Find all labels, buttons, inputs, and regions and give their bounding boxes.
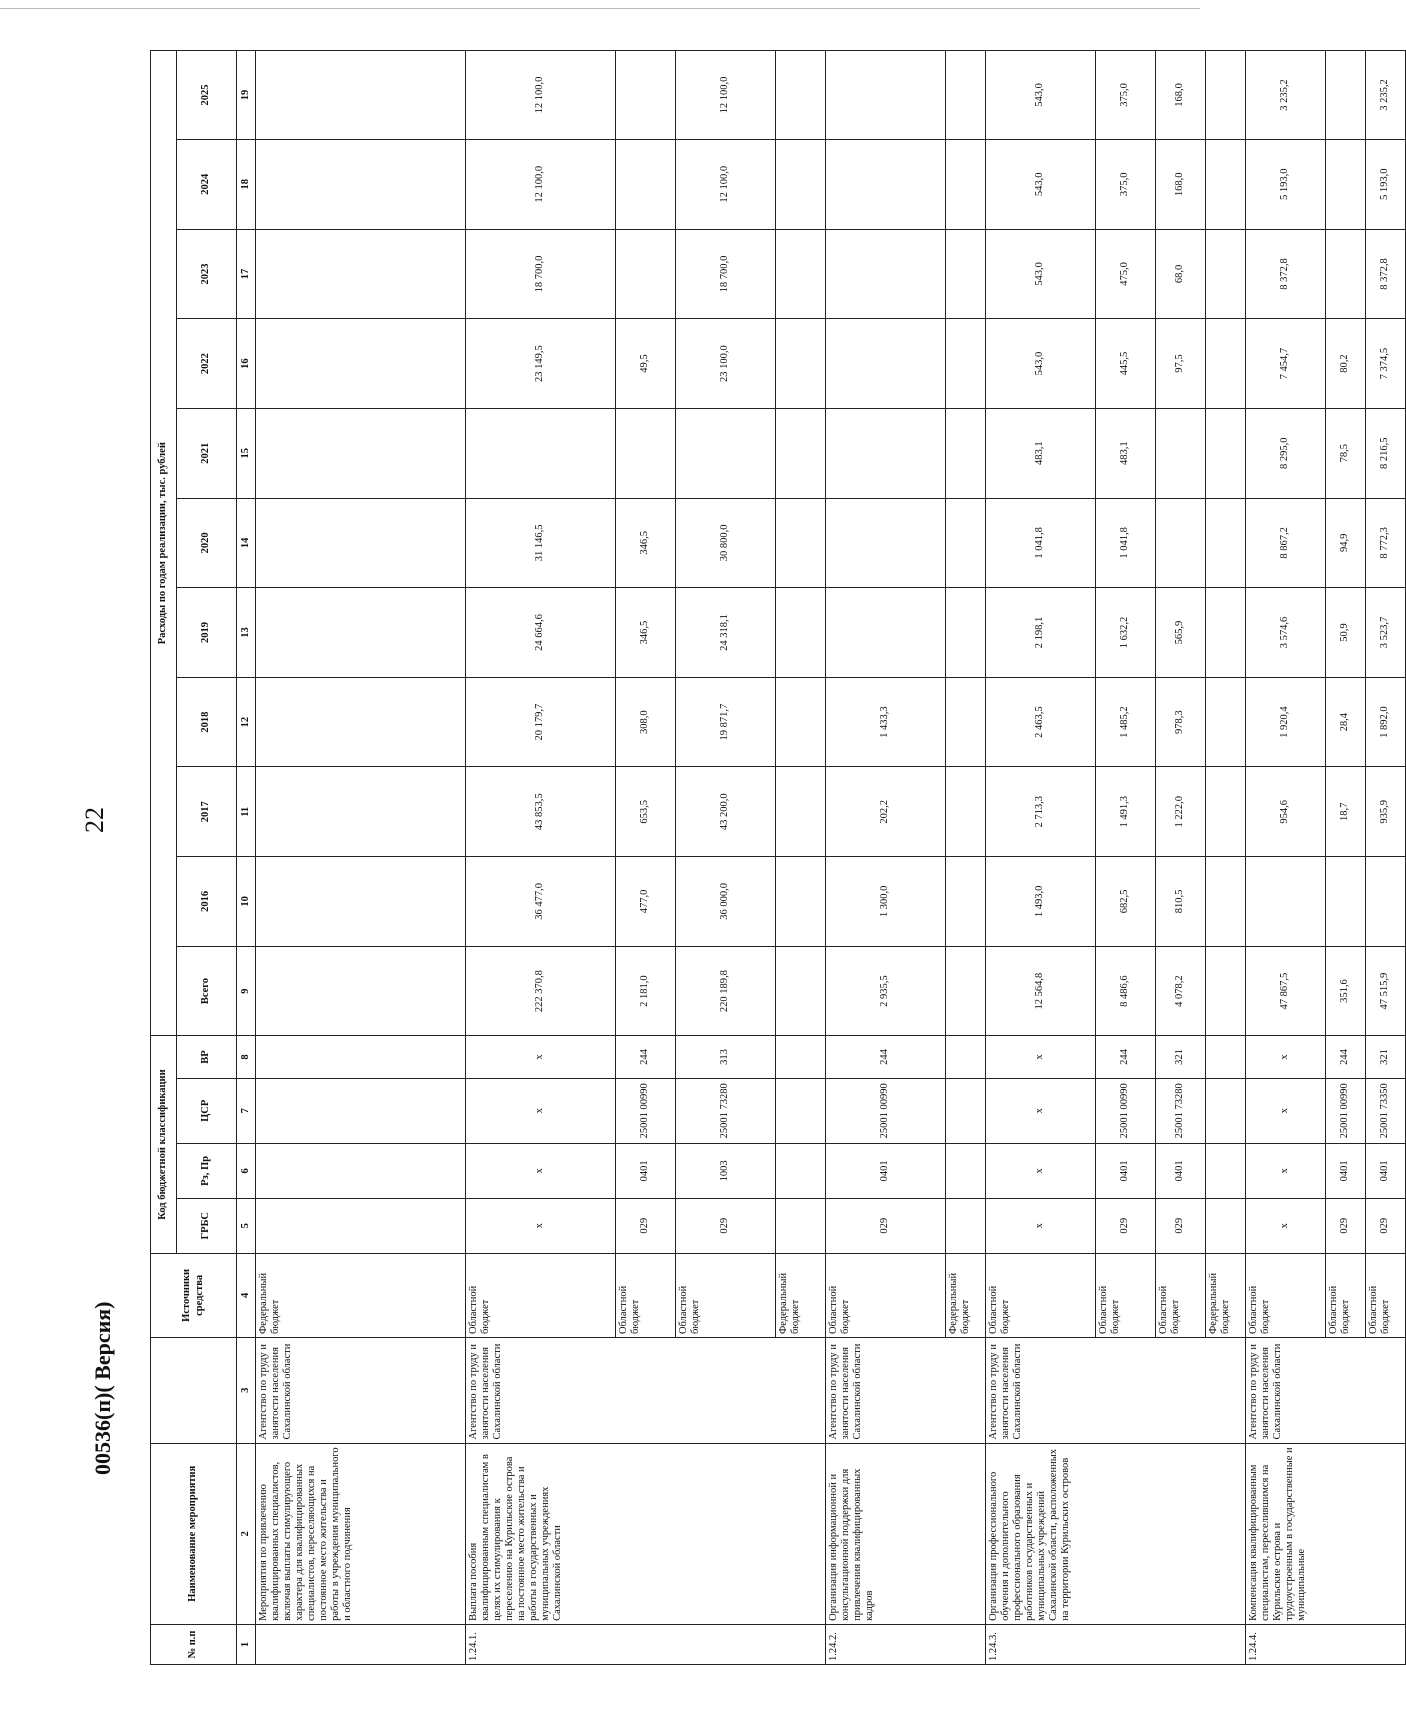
csr-cell: 25001 73280: [1156, 1078, 1206, 1143]
year-value-cell: [946, 767, 986, 857]
year-value-cell: [826, 588, 946, 678]
year-value-cell: [776, 767, 826, 857]
year-value-cell: 5 193,0: [1366, 139, 1406, 229]
year-value-cell: 24 318,1: [676, 588, 776, 678]
year-value-cell: 1 491,3: [1096, 767, 1156, 857]
csr-cell: 25001 00990: [1096, 1078, 1156, 1143]
column-number: 3: [237, 1338, 256, 1443]
csr-cell: [776, 1078, 826, 1143]
year-value-cell: 565,9: [1156, 588, 1206, 678]
vr-cell: х: [986, 1036, 1096, 1078]
total-cell: 2 181,0: [616, 946, 676, 1036]
grbs-cell: [776, 1198, 826, 1253]
vr-cell: 321: [1156, 1036, 1206, 1078]
year-value-cell: [1326, 229, 1366, 319]
vr-cell: [256, 1036, 466, 1078]
grbs-cell: [946, 1198, 986, 1253]
grbs-cell: [1206, 1198, 1246, 1253]
year-value-cell: 168,0: [1156, 51, 1206, 140]
year-value-cell: [256, 857, 466, 947]
vr-cell: 244: [826, 1036, 946, 1078]
year-value-cell: [256, 319, 466, 409]
column-number: 16: [237, 319, 256, 409]
year-value-cell: [776, 139, 826, 229]
grbs-cell: 029: [1326, 1198, 1366, 1253]
rzpr-cell: 0401: [1096, 1143, 1156, 1198]
column-number: 8: [237, 1036, 256, 1078]
year-value-cell: 543,0: [986, 319, 1096, 409]
measure-name: Мероприятия по привлечению квалифицированных специалистов, включая выплаты стимулирующего характера для квалифицированных специалистов, переселяющихся на постоянное место жительства и работы в учреждения муниципального и областного подчинения: [256, 1443, 466, 1624]
source-cell: Областной бюджет: [1366, 1253, 1406, 1337]
column-number: 15: [237, 408, 256, 498]
table-body: [256, 51, 1406, 1665]
year-value-cell: [776, 319, 826, 409]
grbs-cell: 029: [1096, 1198, 1156, 1253]
rzpr-cell: 0401: [1326, 1143, 1366, 1198]
column-number: 4: [237, 1253, 256, 1337]
year-value-cell: 43 853,5: [466, 767, 616, 857]
source-cell: Областной бюджет: [466, 1253, 616, 1337]
grbs-cell: 029: [676, 1198, 776, 1253]
header-source: Источники средства: [151, 1253, 237, 1337]
year-value-cell: [256, 767, 466, 857]
year-value-cell: 2 463,5: [986, 677, 1096, 767]
year-value-cell: 1 041,8: [986, 498, 1096, 588]
year-value-cell: [776, 229, 826, 319]
year-value-cell: [1326, 857, 1366, 947]
year-value-cell: [1206, 139, 1246, 229]
header-year: 2024: [177, 139, 237, 229]
table-row: [1246, 51, 1326, 1665]
year-value-cell: 543,0: [986, 139, 1096, 229]
rzpr-cell: 1003: [676, 1143, 776, 1198]
column-number: 5: [237, 1198, 256, 1253]
year-value-cell: 935,9: [1366, 767, 1406, 857]
year-value-cell: 8 295,0: [1246, 408, 1326, 498]
year-value-cell: [1156, 498, 1206, 588]
year-value-cell: [1156, 408, 1206, 498]
year-value-cell: [826, 408, 946, 498]
source-cell: Областной бюджет: [986, 1253, 1096, 1337]
total-cell: 220 189,8: [676, 946, 776, 1036]
year-value-cell: 23 100,0: [676, 319, 776, 409]
grbs-cell: 029: [616, 1198, 676, 1253]
source-cell: Областной бюджет: [616, 1253, 676, 1337]
column-number: 1: [237, 1624, 256, 1664]
year-value-cell: [946, 51, 986, 140]
vr-cell: [946, 1036, 986, 1078]
rzpr-cell: [946, 1143, 986, 1198]
executor-cell: Агентство по труду и занятости населения Сахалинской области: [256, 1338, 466, 1443]
rzpr-cell: х: [466, 1143, 616, 1198]
vr-cell: [1206, 1036, 1246, 1078]
year-value-cell: [676, 408, 776, 498]
grbs-cell: х: [466, 1198, 616, 1253]
header-year: 2017: [177, 767, 237, 857]
year-value-cell: 1 222,0: [1156, 767, 1206, 857]
row-number: 1.24.1.: [466, 1624, 826, 1664]
header-total: Всего: [177, 946, 237, 1036]
column-number: 11: [237, 767, 256, 857]
year-value-cell: [946, 588, 986, 678]
source-cell: Федеральный бюджет: [946, 1253, 986, 1337]
csr-cell: 25001 73350: [1366, 1078, 1406, 1143]
year-value-cell: 43 200,0: [676, 767, 776, 857]
year-value-cell: [616, 51, 676, 140]
vr-cell: х: [466, 1036, 616, 1078]
year-value-cell: [826, 319, 946, 409]
year-value-cell: [776, 588, 826, 678]
year-value-cell: [616, 229, 676, 319]
year-value-cell: [1206, 229, 1246, 319]
year-value-cell: 20 179,7: [466, 677, 616, 767]
year-value-cell: 23 149,5: [466, 319, 616, 409]
csr-cell: х: [1246, 1078, 1326, 1143]
header-expenses: Расходы по годам реализации, тыс. рублей: [151, 51, 177, 1036]
year-value-cell: [616, 139, 676, 229]
year-value-cell: [1366, 857, 1406, 947]
year-value-cell: 7 454,7: [1246, 319, 1326, 409]
year-value-cell: 543,0: [986, 229, 1096, 319]
table-row: [826, 51, 946, 1665]
rotated-table-wrapper: [150, 50, 1392, 1665]
total-cell: [1206, 946, 1246, 1036]
year-value-cell: [1326, 139, 1366, 229]
rzpr-cell: 0401: [1156, 1143, 1206, 1198]
year-value-cell: 12 100,0: [466, 139, 616, 229]
year-value-cell: 12 100,0: [466, 51, 616, 140]
header-num: № п.п: [151, 1624, 237, 1664]
header-year: 2021: [177, 408, 237, 498]
header-year: 2025: [177, 51, 237, 140]
year-value-cell: 978,3: [1156, 677, 1206, 767]
total-cell: 4 078,2: [1156, 946, 1206, 1036]
year-value-cell: 5 193,0: [1246, 139, 1326, 229]
year-value-cell: 375,0: [1096, 139, 1156, 229]
year-value-cell: [776, 677, 826, 767]
year-value-cell: 12 100,0: [676, 51, 776, 140]
executor-cell: Агентство по труду и занятости населения Сахалинской области: [1246, 1338, 1406, 1443]
year-value-cell: 8 372,8: [1366, 229, 1406, 319]
year-value-cell: 3 574,6: [1246, 588, 1326, 678]
year-value-cell: [946, 139, 986, 229]
row-number: 1.24.4.: [1246, 1624, 1406, 1664]
year-value-cell: [776, 498, 826, 588]
year-value-cell: [776, 408, 826, 498]
year-value-cell: 954,6: [1246, 767, 1326, 857]
year-value-cell: 346,5: [616, 498, 676, 588]
year-value-cell: [256, 139, 466, 229]
csr-cell: 25001 00990: [616, 1078, 676, 1143]
year-value-cell: 1 493,0: [986, 857, 1096, 947]
year-value-cell: 36 000,0: [676, 857, 776, 947]
year-value-cell: 18 700,0: [466, 229, 616, 319]
header-year: 2018: [177, 677, 237, 767]
source-cell: Областной бюджет: [1096, 1253, 1156, 1337]
year-value-cell: 483,1: [986, 408, 1096, 498]
year-value-cell: 308,0: [616, 677, 676, 767]
year-value-cell: 1 041,8: [1096, 498, 1156, 588]
year-value-cell: [256, 229, 466, 319]
year-value-cell: [1206, 51, 1246, 140]
year-value-cell: [1206, 677, 1246, 767]
vr-cell: 244: [1096, 1036, 1156, 1078]
year-value-cell: 68,0: [1156, 229, 1206, 319]
year-value-cell: 1 433,3: [826, 677, 946, 767]
year-value-cell: [946, 319, 986, 409]
header-vr: ВР: [177, 1036, 237, 1078]
year-value-cell: 30 800,0: [676, 498, 776, 588]
year-value-cell: [946, 857, 986, 947]
year-value-cell: 19 871,7: [676, 677, 776, 767]
year-value-cell: 346,5: [616, 588, 676, 678]
total-cell: 12 564,8: [986, 946, 1096, 1036]
year-value-cell: [946, 408, 986, 498]
header-csr: ЦСР: [177, 1078, 237, 1143]
csr-cell: х: [466, 1078, 616, 1143]
year-value-cell: 78,5: [1326, 408, 1366, 498]
header-year: 2020: [177, 498, 237, 588]
year-value-cell: 1 632,2: [1096, 588, 1156, 678]
year-value-cell: [946, 229, 986, 319]
source-cell: Областной бюджет: [1156, 1253, 1206, 1337]
year-value-cell: 24 664,6: [466, 588, 616, 678]
year-value-cell: 1 920,4: [1246, 677, 1326, 767]
total-cell: [256, 946, 466, 1036]
column-number: 17: [237, 229, 256, 319]
header-name: Наименование мероприятия: [151, 1443, 237, 1624]
total-cell: [776, 946, 826, 1036]
scan-edge-line: [0, 8, 1200, 9]
csr-cell: [256, 1078, 466, 1143]
total-cell: 8 486,6: [1096, 946, 1156, 1036]
year-value-cell: 483,1: [1096, 408, 1156, 498]
year-value-cell: 1 300,0: [826, 857, 946, 947]
year-value-cell: [826, 51, 946, 140]
header-year: 2023: [177, 229, 237, 319]
year-value-cell: [826, 139, 946, 229]
column-number: 18: [237, 139, 256, 229]
executor-cell: Агентство по труду и занятости населения Сахалинской области: [466, 1338, 826, 1443]
rzpr-cell: [1206, 1143, 1246, 1198]
source-cell: Областной бюджет: [1326, 1253, 1366, 1337]
year-value-cell: 31 146,5: [466, 498, 616, 588]
year-value-cell: 80,2: [1326, 319, 1366, 409]
table-row: [466, 51, 616, 1665]
measure-name: Организация профессионального обучения и дополнительного профессионального образования работников государственных и муниципальных учреждений Сахалинской области, расположенных на территории Курильских островов: [986, 1443, 1246, 1624]
vr-cell: 321: [1366, 1036, 1406, 1078]
year-value-cell: 8 216,5: [1366, 408, 1406, 498]
year-value-cell: 94,9: [1326, 498, 1366, 588]
year-value-cell: 3 235,2: [1366, 51, 1406, 140]
measure-name: Выплата пособия квалифицированным специалистам в целях их стимулирования к переселению на Курильские острова на постоянное место жительства и работы в государственных и муниципальных учреждениях Сахалинской области: [466, 1443, 826, 1624]
year-value-cell: [466, 408, 616, 498]
csr-cell: [946, 1078, 986, 1143]
source-cell: Федеральный бюджет: [776, 1253, 826, 1337]
year-value-cell: 18,7: [1326, 767, 1366, 857]
year-value-cell: [1206, 588, 1246, 678]
year-value-cell: 28,4: [1326, 677, 1366, 767]
year-value-cell: 375,0: [1096, 51, 1156, 140]
total-cell: 47 867,5: [1246, 946, 1326, 1036]
document-code: 00536(п)( Версия): [90, 1301, 115, 1475]
column-number: 2: [237, 1443, 256, 1624]
year-value-cell: [946, 498, 986, 588]
table-row: [986, 51, 1096, 1665]
csr-cell: 25001 00990: [826, 1078, 946, 1143]
year-value-cell: 810,5: [1156, 857, 1206, 947]
year-value-cell: 445,5: [1096, 319, 1156, 409]
year-value-cell: 12 100,0: [676, 139, 776, 229]
year-value-cell: 97,5: [1156, 319, 1206, 409]
year-value-cell: [1206, 498, 1246, 588]
year-value-cell: [256, 588, 466, 678]
rzpr-cell: 0401: [616, 1143, 676, 1198]
source-cell: Федеральный бюджет: [1206, 1253, 1246, 1337]
vr-cell: 244: [616, 1036, 676, 1078]
year-value-cell: 1 892,0: [1366, 677, 1406, 767]
year-value-cell: 202,2: [826, 767, 946, 857]
budget-table: [150, 50, 1406, 1665]
year-value-cell: 475,0: [1096, 229, 1156, 319]
source-cell: Областной бюджет: [826, 1253, 946, 1337]
column-number: 7: [237, 1078, 256, 1143]
year-value-cell: 50,9: [1326, 588, 1366, 678]
executor-cell: Агентство по труду и занятости населения Сахалинской области: [826, 1338, 986, 1443]
year-value-cell: 682,5: [1096, 857, 1156, 947]
column-number: 13: [237, 588, 256, 678]
total-cell: 47 515,9: [1366, 946, 1406, 1036]
year-value-cell: [256, 408, 466, 498]
year-value-cell: [256, 677, 466, 767]
header-grbs: ГРБС: [177, 1198, 237, 1253]
year-value-cell: [776, 857, 826, 947]
year-value-cell: [1326, 51, 1366, 140]
rzpr-cell: [256, 1143, 466, 1198]
total-cell: [946, 946, 986, 1036]
source-cell: Областной бюджет: [1246, 1253, 1326, 1337]
grbs-cell: 029: [826, 1198, 946, 1253]
column-number: 9: [237, 946, 256, 1036]
total-cell: 222 370,8: [466, 946, 616, 1036]
header-budget-code: Код бюджетной классификации: [151, 1036, 177, 1253]
executor-cell: Агентство по труду и занятости населения Сахалинской области: [986, 1338, 1246, 1443]
csr-cell: х: [986, 1078, 1096, 1143]
row-number: [256, 1624, 466, 1664]
year-value-cell: [946, 677, 986, 767]
rzpr-cell: 0401: [826, 1143, 946, 1198]
year-value-cell: 36 477,0: [466, 857, 616, 947]
vr-cell: 313: [676, 1036, 776, 1078]
vr-cell: [776, 1036, 826, 1078]
year-value-cell: [256, 498, 466, 588]
rzpr-cell: х: [1246, 1143, 1326, 1198]
column-number: 12: [237, 677, 256, 767]
year-value-cell: 3 235,2: [1246, 51, 1326, 140]
year-value-cell: [1206, 408, 1246, 498]
grbs-cell: 029: [1366, 1198, 1406, 1253]
year-value-cell: [826, 498, 946, 588]
year-value-cell: [1206, 767, 1246, 857]
csr-cell: 25001 00990: [1326, 1078, 1366, 1143]
source-cell: Областной бюджет: [676, 1253, 776, 1337]
grbs-cell: х: [986, 1198, 1096, 1253]
year-value-cell: 8 372,8: [1246, 229, 1326, 319]
source-cell: Федеральный бюджет: [256, 1253, 466, 1337]
year-value-cell: [616, 408, 676, 498]
column-number: 10: [237, 857, 256, 947]
year-value-cell: 18 700,0: [676, 229, 776, 319]
column-number: 19: [237, 51, 256, 140]
column-number: 14: [237, 498, 256, 588]
year-value-cell: 8 772,3: [1366, 498, 1406, 588]
grbs-cell: 029: [1156, 1198, 1206, 1253]
header-year: 2022: [177, 319, 237, 409]
year-value-cell: 49,5: [616, 319, 676, 409]
page-number: 22: [80, 807, 109, 833]
column-number: 6: [237, 1143, 256, 1198]
column-number-row: [237, 51, 256, 1665]
vr-cell: 244: [1326, 1036, 1366, 1078]
year-value-cell: 1 485,2: [1096, 677, 1156, 767]
measure-name: Компенсация квалифицированным специалистам, переселившимся на Курильские острова и трудоустроенным в государственные и муниципальные: [1246, 1443, 1406, 1624]
grbs-cell: [256, 1198, 466, 1253]
measure-name: Организация информационной и консультационной поддержки для привлечения квалифицированных кадров: [826, 1443, 986, 1624]
csr-cell: [1206, 1078, 1246, 1143]
year-value-cell: 477,0: [616, 857, 676, 947]
year-value-cell: [256, 51, 466, 140]
year-value-cell: 2 713,3: [986, 767, 1096, 857]
header-year: 2016: [177, 857, 237, 947]
row-number: 1.24.3.: [986, 1624, 1246, 1664]
year-value-cell: [1206, 319, 1246, 409]
grbs-cell: х: [1246, 1198, 1326, 1253]
rzpr-cell: х: [986, 1143, 1096, 1198]
year-value-cell: 653,5: [616, 767, 676, 857]
year-value-cell: 3 523,7: [1366, 588, 1406, 678]
csr-cell: 25001 73280: [676, 1078, 776, 1143]
row-number: 1.24.2.: [826, 1624, 986, 1664]
vr-cell: х: [1246, 1036, 1326, 1078]
year-value-cell: [1246, 857, 1326, 947]
header-rzpr: Рз, Пр: [177, 1143, 237, 1198]
rzpr-cell: [776, 1143, 826, 1198]
year-value-cell: 543,0: [986, 51, 1096, 140]
year-value-cell: 8 867,2: [1246, 498, 1326, 588]
year-value-cell: 7 374,5: [1366, 319, 1406, 409]
total-cell: 2 935,5: [826, 946, 946, 1036]
year-value-cell: [826, 229, 946, 319]
rzpr-cell: 0401: [1366, 1143, 1406, 1198]
year-value-cell: 2 198,1: [986, 588, 1096, 678]
year-value-cell: [1206, 857, 1246, 947]
total-cell: 351,6: [1326, 946, 1366, 1036]
header-year: 2019: [177, 588, 237, 678]
header-executor: [151, 1338, 237, 1443]
table-row: [256, 51, 466, 1665]
year-value-cell: 168,0: [1156, 139, 1206, 229]
year-value-cell: [776, 51, 826, 140]
